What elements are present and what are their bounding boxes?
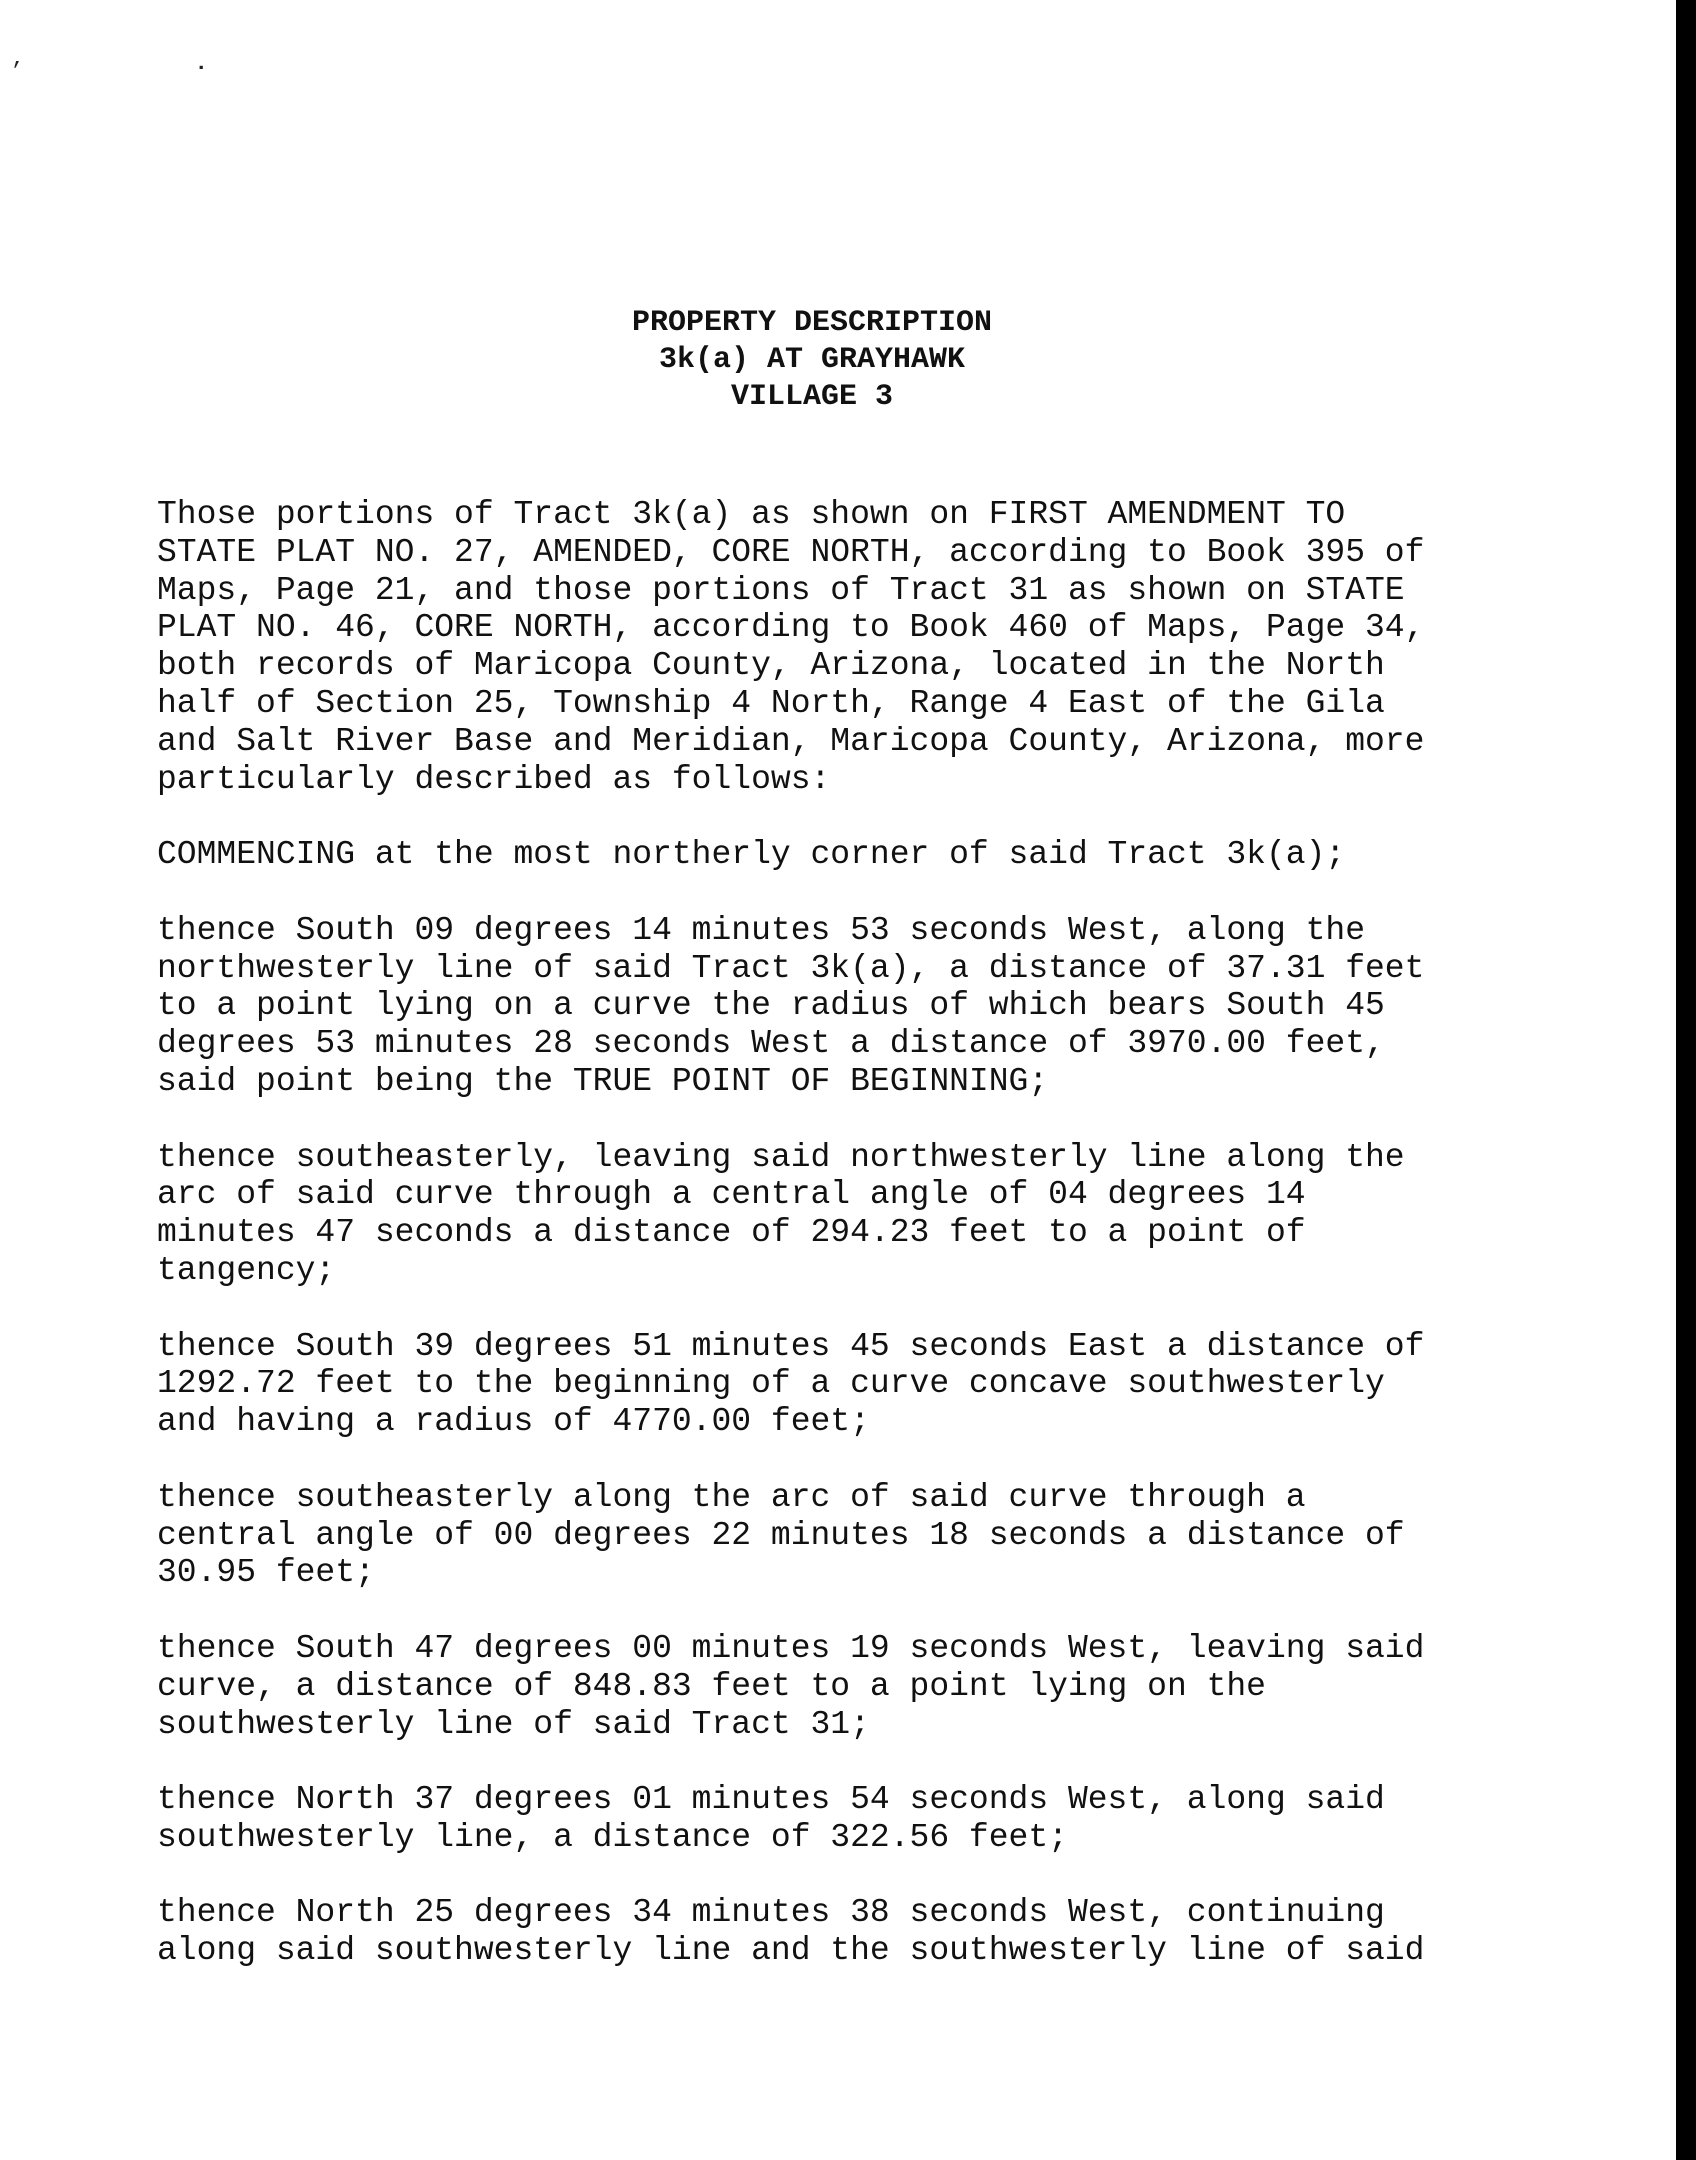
text-line: along said southwesterly line and the southwesterly line of said bbox=[157, 1932, 1425, 1970]
paragraph-intro bbox=[157, 496, 1457, 798]
text-line: said point being the TRUE POINT OF BEGINNING; bbox=[157, 1062, 1049, 1100]
paragraph-course-1 bbox=[157, 912, 1457, 1101]
text-line: and having a radius of 4770.00 feet; bbox=[157, 1403, 870, 1441]
text-line: thence South 47 degrees 00 minutes 19 seconds West, leaving said bbox=[157, 1629, 1425, 1667]
text-line: minutes 47 seconds a distance of 294.23 feet to a point of bbox=[157, 1214, 1306, 1252]
text-line: thence southeasterly along the arc of said curve through a bbox=[157, 1478, 1306, 1516]
paragraph-course-2 bbox=[157, 1139, 1457, 1290]
text-line: to a point lying on a curve the radius of which bears South 45 bbox=[157, 987, 1385, 1025]
paragraph-commencing bbox=[157, 836, 1457, 874]
text-line: southwesterly line, a distance of 322.56 feet; bbox=[157, 1818, 1068, 1856]
text-line: Those portions of Tract 3k(a) as shown on FIRST AMENDMENT TO bbox=[157, 496, 1346, 533]
text-line: thence South 39 degrees 51 minutes 45 seconds East a distance of bbox=[157, 1327, 1425, 1365]
paragraph-course-6 bbox=[157, 1781, 1457, 1857]
text-line: northwesterly line of said Tract 3k(a), a distance of 37.31 feet bbox=[157, 949, 1425, 987]
text-line: both records of Maricopa County, Arizona, located in the North bbox=[157, 647, 1385, 685]
text-line: thence southeasterly, leaving said northwesterly line along the bbox=[157, 1138, 1405, 1176]
text-line: 30.95 feet; bbox=[157, 1554, 375, 1592]
text-line: degrees 53 minutes 28 seconds West a distance of 3970.00 feet, bbox=[157, 1025, 1385, 1063]
text-line: central angle of 00 degrees 22 minutes 18 seconds a distance of bbox=[157, 1516, 1405, 1554]
text-line: 1292.72 feet to the beginning of a curve concave southwesterly bbox=[157, 1365, 1385, 1403]
text-line: and Salt River Base and Meridian, Maricopa County, Arizona, more bbox=[157, 722, 1425, 760]
heading-title: PROPERTY DESCRIPTION bbox=[631, 306, 993, 340]
paragraph-course-3 bbox=[157, 1328, 1457, 1441]
text-line: thence South 09 degrees 14 minutes 53 seconds West, along the bbox=[157, 911, 1365, 949]
text-line: thence North 25 degrees 34 minutes 38 seconds West, continuing bbox=[157, 1894, 1385, 1932]
text-line: thence North 37 degrees 01 minutes 54 seconds West, along said bbox=[157, 1781, 1385, 1819]
paragraph-course-5 bbox=[157, 1630, 1457, 1743]
text-line: PLAT NO. 46, CORE NORTH, according to Book 460 of Maps, Page 34, bbox=[157, 609, 1425, 647]
scan-edge-border bbox=[1676, 0, 1696, 2160]
text-line: southwesterly line of said Tract 31; bbox=[157, 1705, 870, 1743]
property-description-body bbox=[157, 496, 1457, 2008]
heading-village: VILLAGE 3 bbox=[730, 380, 894, 414]
scan-specks: ’ ⠂ bbox=[10, 59, 293, 84]
text-line: tangency; bbox=[157, 1251, 336, 1289]
text-line: half of Section 25, Township 4 North, Range 4 East of the Gila bbox=[157, 684, 1385, 722]
text-line: Maps, Page 21, and those portions of Tract 31 as shown on STATE bbox=[157, 571, 1405, 609]
text-line: curve, a distance of 848.83 feet to a point lying on the bbox=[157, 1667, 1266, 1705]
paragraph-course-7 bbox=[157, 1894, 1457, 1970]
paragraph-course-4 bbox=[157, 1479, 1457, 1592]
text-line: COMMENCING at the most northerly corner of said Tract 3k(a); bbox=[157, 836, 1346, 874]
heading-subtitle: 3k(a) AT GRAYHAWK bbox=[658, 343, 966, 377]
text-line: particularly described as follows: bbox=[157, 760, 831, 798]
text-line: arc of said curve through a central angle of 04 degrees 14 bbox=[157, 1176, 1306, 1214]
text-line: STATE PLAT NO. 27, AMENDED, CORE NORTH, according to Book 395 of bbox=[157, 533, 1425, 571]
document-heading bbox=[0, 305, 1624, 416]
